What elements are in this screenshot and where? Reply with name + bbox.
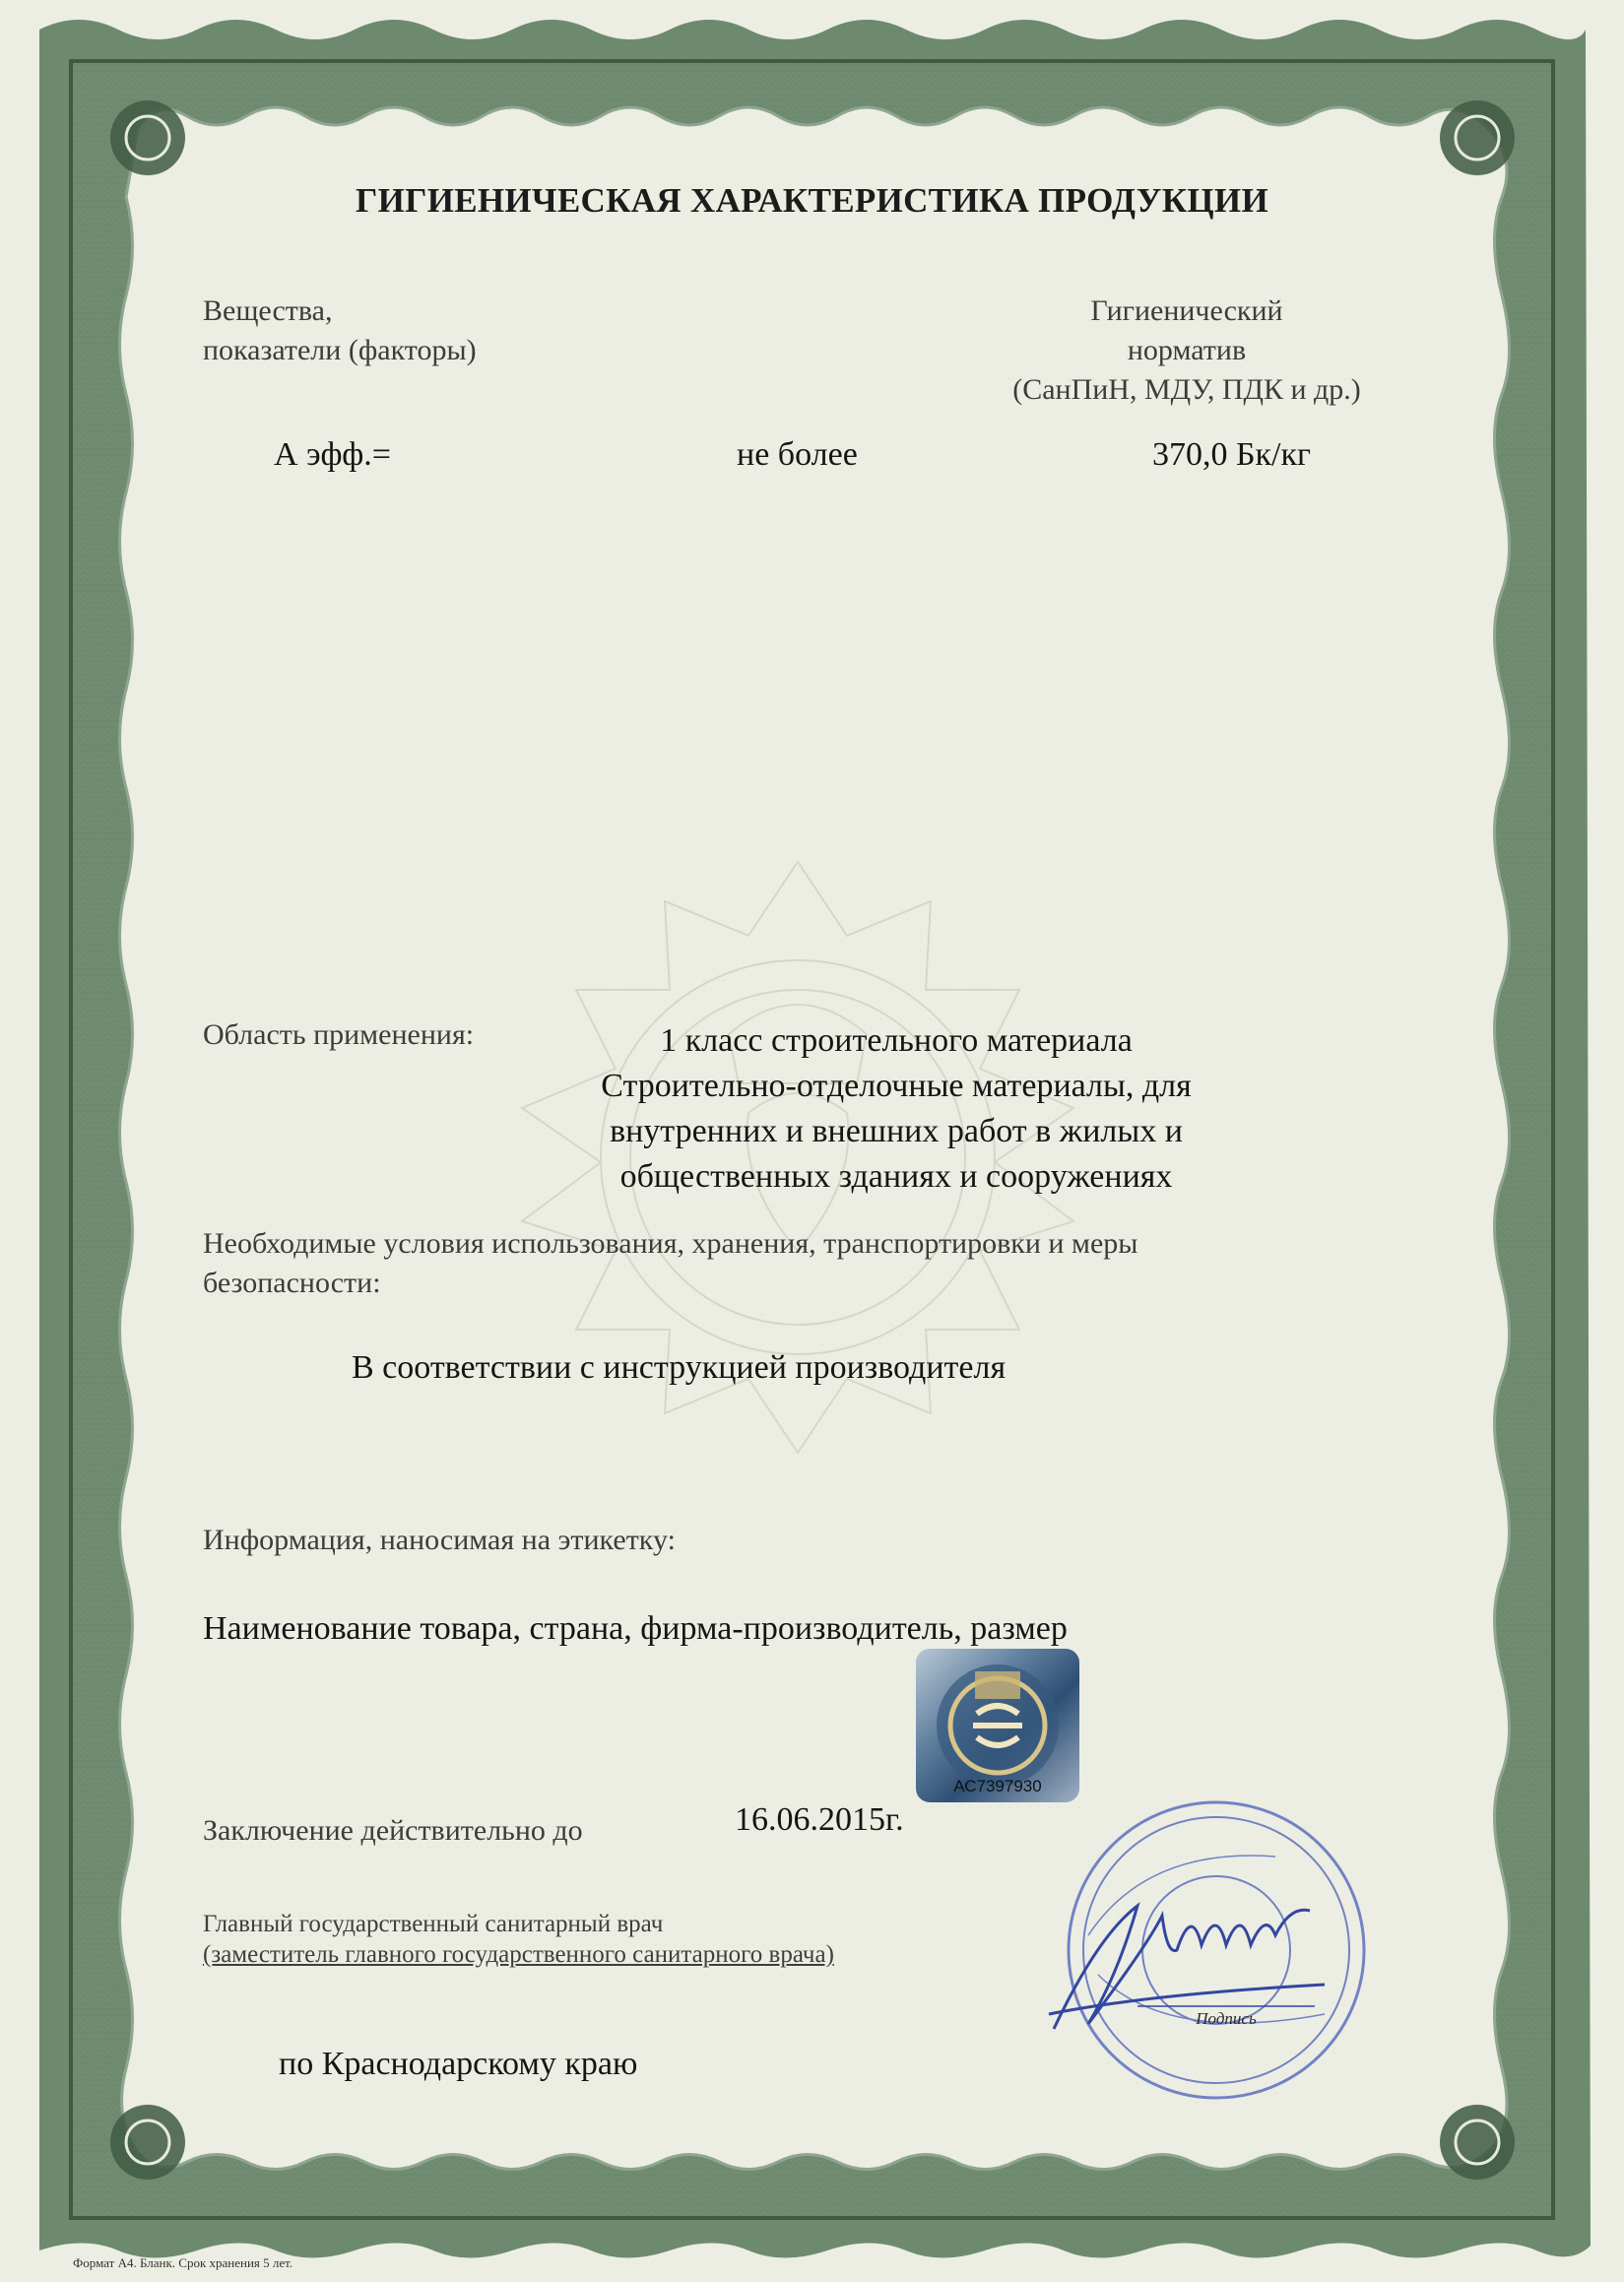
footer-note: Формат А4. Бланк. Срок хранения 5 лет. <box>73 2255 293 2270</box>
substances-header-line1: Вещества, <box>203 294 333 327</box>
norm-header-line1: Гигиенический <box>1090 294 1283 327</box>
hologram-number: АС7397930 <box>953 1777 1042 1795</box>
application-line3: внутренних и внешних работ в жилых и <box>610 1113 1183 1149</box>
document-title: ГИГИЕНИЧЕСКАЯ ХАРАКТЕРИСТИКА ПРОДУКЦИИ <box>356 181 1268 220</box>
valid-until-label: Заключение действительно до <box>203 1814 583 1847</box>
hologram-sticker <box>914 1647 1081 1804</box>
application-label: Область применения: <box>203 1018 475 1051</box>
norm-header-line2: норматив <box>1127 334 1247 366</box>
substances-header-line2: показатели (факторы) <box>203 334 477 366</box>
valid-until-value: 16.06.2015г. <box>735 1801 904 1838</box>
signature-caption: Подпись <box>1196 2009 1257 2028</box>
application-line1: 1 класс строительного материала <box>660 1022 1133 1059</box>
conditions-label-line1: Необходимые условия использования, хранения, транспортировки и меры <box>203 1227 1138 1260</box>
row-value: 370,0 Бк/кг <box>1152 436 1311 473</box>
doctor-title-line2: (заместитель главного государственного санитарного врача) <box>203 1941 834 1968</box>
conditions-value: В соответствии с инструкцией производителя <box>352 1349 1007 1386</box>
row-condition: не более <box>737 436 858 473</box>
norm-header-line3: (СанПиН, МДУ, ПДК и др.) <box>1012 373 1361 406</box>
conditions-label-line2: безопасности: <box>203 1267 381 1299</box>
application-line2: Строительно-отделочные материалы, для <box>601 1068 1192 1104</box>
label-info-label: Информация, наносимая на этикетку: <box>203 1524 676 1556</box>
region-text: по Краснодарскому краю <box>279 2046 638 2082</box>
official-seal <box>1029 1788 1394 2118</box>
label-info-value: Наименование товара, страна, фирма-производитель, размер <box>203 1610 1068 1647</box>
application-line4: общественных зданиях и сооружениях <box>619 1158 1173 1195</box>
row-substance: А эфф.= <box>274 436 391 473</box>
doctor-title-line1: Главный государственный санитарный врач <box>203 1911 664 1937</box>
signature-scribble <box>1049 1906 1325 2029</box>
